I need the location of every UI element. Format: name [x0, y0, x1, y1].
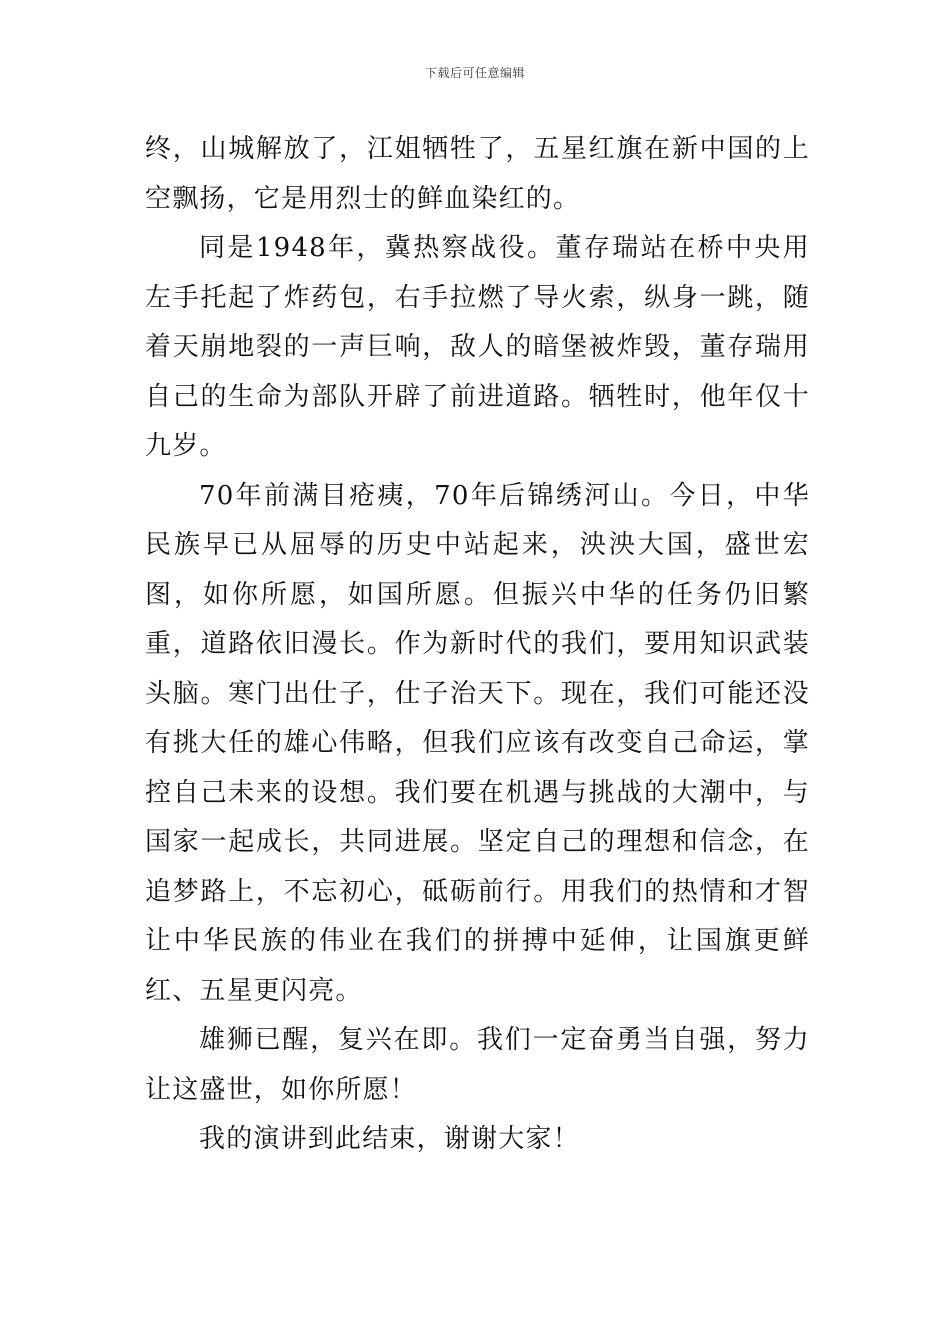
paragraph-4: 雄狮已醒，复兴在即。我们一定奋勇当自强，努力让这盛世，如你所愿！: [145, 1025, 810, 1105]
speech-body: [145, 125, 810, 1165]
page-header: 下载后可任意编辑: [424, 66, 525, 80]
paragraph-3: 70年前满目疮痍，70年后锦绣河山。今日，中华民族早已从屈辱的历史中站起来，泱泱大国，盛世宏图，如你所愿，如国所愿。但振兴中华的任务仍旧繁重，道路依旧漫长。作为新时代的我们，要用知识武装头脑。寒门出仕子，仕子治天下。现在，我们可能还没有挑大任的雄心伟略，但我们应该有改变自己命运，掌控自己未来的设想。我们要在机遇与挑战的大潮中，与国家一起成长，共同进展。坚定自己的理想和信念，在追梦路上，不忘初心，砥砺前行。用我们的热情和才智让中华民族的伟业在我们的拼搏中延伸，让国旗更鲜红、五星更闪亮。: [145, 480, 810, 1006]
paragraph-1: 终，山城解放了，江姐牺牲了，五星红旗在新中国的上空飘扬，它是用烈士的鲜血染红的。: [145, 134, 810, 214]
paragraph-2: 同是1948年，冀热察战役。董存瑞站在桥中央用左手托起了炸药包，右手拉燃了导火索，纵身一跳，随着天崩地裂的一声巨响，敌人的暗堡被炸毁，董存瑞用自己的生命为部队开辟了前进道路。牺牲时，他年仅十九岁。: [145, 233, 810, 461]
paragraph-5: 我的演讲到此结束，谢谢大家！: [199, 1124, 580, 1154]
